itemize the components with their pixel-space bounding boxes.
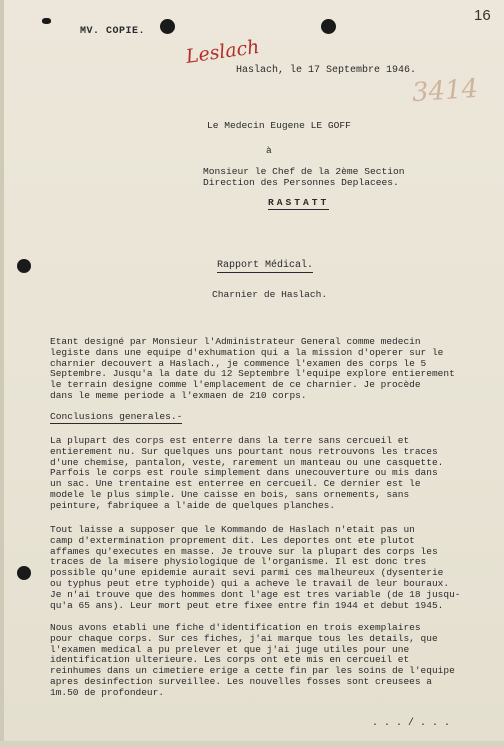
reference-label: MV. COPIE. bbox=[80, 26, 146, 37]
conclusions-heading: Conclusions generales.- bbox=[50, 411, 183, 422]
paragraph-line: identification ulterieure. Les corps ont ete mis en cercueil et bbox=[50, 655, 410, 666]
paragraph-line: ou typhus peut etre typhoide) qui a acheve le travail de leur bouraux. bbox=[50, 578, 450, 589]
paragraph-line: pour chaque corps. Sur ces fiches, j'ai marque tous les details, que bbox=[50, 633, 438, 644]
conclusions-paragraph-2 bbox=[50, 525, 500, 611]
report-subtitle: Charnier de Haslach. bbox=[212, 289, 328, 300]
paragraph-line: Etant designé par Monsieur l'Administrateur General comme medecin bbox=[50, 337, 421, 347]
conclusions-paragraph-3 bbox=[50, 623, 500, 699]
paragraph-line: Septembre. Jusqu'a la date du 12 Septembre l'equipe explore entierement bbox=[50, 369, 455, 380]
punch-hole-top-1 bbox=[160, 19, 175, 34]
paragraph-line: 1m.50 de profondeur. bbox=[50, 687, 165, 698]
page-edge-bottom bbox=[0, 741, 504, 747]
paragraph-line: possible qu'une epidemie aurait sevi parmi ces malheureux (dysenterie bbox=[50, 568, 444, 579]
handwritten-pencil-annotation: 3414 bbox=[411, 73, 480, 109]
paragraph-line: Tout laisse a supposer que le Kommando de Haslach n'etait pas un bbox=[50, 525, 415, 535]
paragraph-line: dans le meme periode a l'exmaen de 210 corps. bbox=[50, 390, 307, 401]
report-title: Rapport Médical. bbox=[217, 260, 314, 271]
paragraph-line: peinture, fabriquee a l'aide de quelques planches. bbox=[50, 500, 336, 511]
paragraph-line: Parfois le corps est roule simplement dans unecouverture ou mis dans bbox=[50, 468, 438, 479]
paragraph-line: modele le plus simple. Une caisse en bois, sans ornements, sans bbox=[50, 489, 410, 500]
conclusions-paragraph-1 bbox=[50, 436, 500, 512]
punch-hole-left-2 bbox=[17, 566, 31, 580]
paragraph-line: traces de la misere physiologique de l'organisme. Il est donc tres bbox=[50, 557, 427, 568]
paragraph-line: camp d'extermination proprement dit. Les deportes ont ete plutot bbox=[50, 535, 415, 546]
recipient-line-1: Monsieur le Chef de la 2ème Section bbox=[203, 166, 405, 177]
paragraph-line: apres desinfection surveillee. Les nouvelles fosses sont creusees a bbox=[50, 676, 432, 687]
paragraph-line: d'une chemise, pantalon, veste, rarement un manteau ou une casquette. bbox=[50, 457, 444, 468]
punch-hole-top-2 bbox=[321, 19, 336, 34]
paragraph-line: un sac. Une trentaine est enterree en cercueil. Ce dernier est le bbox=[50, 479, 421, 490]
paragraph-line: La plupart des corps est enterre dans la terre sans cercueil et bbox=[50, 436, 410, 446]
page-number: 16 bbox=[474, 7, 491, 24]
paragraph-line: Je n'ai trouve que des hommes dont l'age est tres variable (de 18 jusqu- bbox=[50, 589, 461, 600]
date-line: Haslach, le 17 Septembre 1946. bbox=[236, 65, 417, 76]
paragraph-line: l'examen medical a pu prelever et que j'ai juge utiles pour une bbox=[50, 644, 410, 655]
to-word: à bbox=[266, 145, 272, 156]
sender-line: Le Medecin Eugene LE GOFF bbox=[207, 120, 351, 131]
paragraph-line: charnier decouvert a Haslach., je commence l'examen des corps le 5 bbox=[50, 358, 427, 369]
paragraph-line: reinhumes dans un cimetiere erige a cette fin par les soins de l'equipe bbox=[50, 666, 455, 677]
paragraph-line: Nous avons etabli une fiche d'identification en trois exemplaires bbox=[50, 623, 421, 633]
intro-paragraph bbox=[50, 337, 500, 402]
punch-hole-top-left bbox=[42, 18, 51, 24]
paragraph-line: entierement nu. Sur quelques uns pourtant nous retrouvons les traces bbox=[50, 446, 438, 457]
continuation-mark: . . . / . . . bbox=[372, 718, 451, 729]
page-edge-left bbox=[0, 0, 4, 747]
paragraph-line: qu'a 65 ans). Leur mort peut etre fixee entre fin 1944 et debut 1945. bbox=[50, 600, 444, 611]
punch-hole-left-1 bbox=[17, 259, 31, 273]
paragraph-line: affames qu'executes en masse. Je trouve sur la plupart des corps les bbox=[50, 546, 438, 557]
recipient-line-2: Direction des Personnes Deplacees. bbox=[203, 177, 399, 188]
recipient-city: RASTATT bbox=[268, 197, 330, 208]
paragraph-line: le terrain designe comme l'emplacement de ce charnier. Je procède bbox=[50, 380, 421, 391]
handwritten-red-annotation: Leslach bbox=[184, 35, 261, 68]
paragraph-line: legiste dans une equipe d'exhumation qui a la mission d'operer sur le bbox=[50, 347, 444, 358]
